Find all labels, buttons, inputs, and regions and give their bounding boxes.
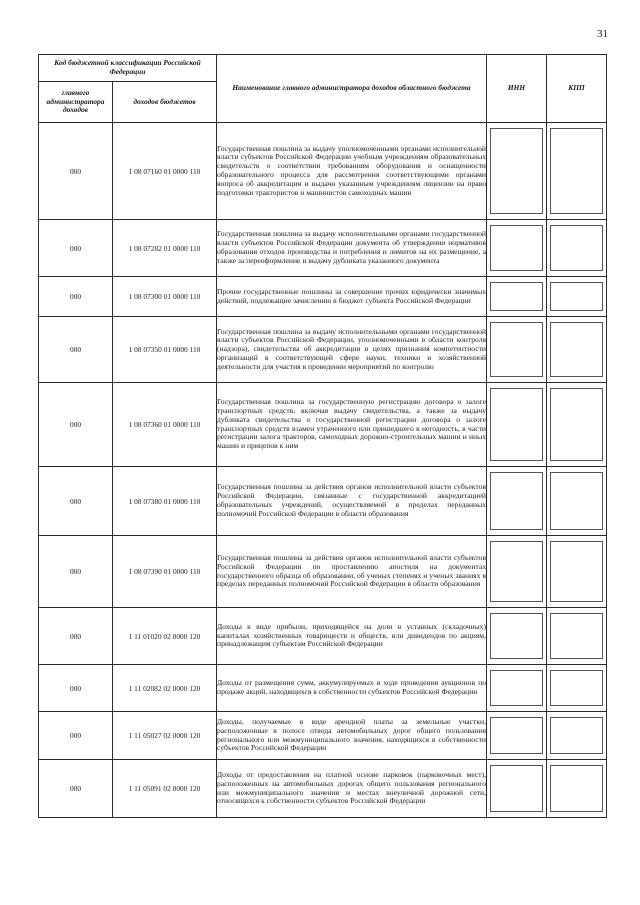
revenue-code-cell: 1 08 07350 01 0000 110 bbox=[113, 317, 217, 383]
revenue-name-text: Прочие государственные пошлины за совершение прочих юридически значимых действий, подлежащие зачислению в бюджет субъекта Российской Федерации bbox=[217, 286, 486, 305]
inn-box bbox=[490, 225, 543, 271]
inn-box bbox=[490, 717, 543, 754]
revenue-name-cell bbox=[217, 277, 487, 317]
revenue-code-cell: 1 08 07300 01 0000 110 bbox=[113, 277, 217, 317]
header-inn: ИНН bbox=[487, 55, 547, 123]
admin-code-cell: 000 bbox=[39, 277, 113, 317]
inn-cell bbox=[487, 536, 547, 608]
revenue-name-text: Государственная пошлина за выдачу исполнительными органами государственной власти субъектов Российской Федерации, уполномоченными в области контроля (надзора), свидетельства об аккредитации в целях признания компетентности организаций в соответствующей сфере науки, техники и хозяйственной деятельности для участия в проведении мероприятий по контролю bbox=[217, 326, 486, 371]
inn-cell bbox=[487, 123, 547, 220]
admin-code-cell: 000 bbox=[39, 665, 113, 712]
table-row bbox=[39, 608, 607, 665]
kpp-cell bbox=[547, 665, 607, 712]
revenue-name-text: Доходы, получаемые в виде арендной платы за земельные участки, расположенные в полосе отвода автомобильных дорог общего пользования регионального или межмуниципального значения, находящихся в собственности субъектов Российской Федерации bbox=[217, 716, 486, 753]
kpp-cell bbox=[547, 712, 607, 760]
kpp-cell bbox=[547, 383, 607, 467]
kpp-cell bbox=[547, 317, 607, 383]
header-kpp: КПП bbox=[547, 55, 607, 123]
table-row bbox=[39, 317, 607, 383]
table-row bbox=[39, 383, 607, 467]
kpp-cell bbox=[547, 123, 607, 220]
inn-cell bbox=[487, 712, 547, 760]
revenue-name-cell bbox=[217, 712, 487, 760]
inn-cell bbox=[487, 608, 547, 665]
revenue-code-cell: 1 11 02082 02 0000 120 bbox=[113, 665, 217, 712]
inn-box bbox=[490, 472, 543, 530]
inn-box bbox=[490, 765, 543, 812]
kpp-box bbox=[550, 613, 603, 659]
admin-code-cell: 000 bbox=[39, 467, 113, 536]
kpp-cell bbox=[547, 277, 607, 317]
inn-box bbox=[490, 322, 543, 377]
admin-code-cell: 000 bbox=[39, 317, 113, 383]
revenue-name-text: Государственная пошлина за действия органов исполнительной власти субъектов Российской Федерации по проставлению апостиля на документах государственного образца об образовании, об ученых степенях и ученых званиях в пределах переданных полномочий Российской Федерации в области образования bbox=[217, 552, 486, 589]
revenue-name-text: Доходы в виде прибыли, приходящейся на доли в уставных (складочных) капиталах хозяйственных товариществ и обществ, или дивидендов по акциям, принадлежащим субъектам Российской Федерации bbox=[217, 621, 486, 649]
admin-code-cell: 000 bbox=[39, 760, 113, 818]
kpp-cell bbox=[547, 608, 607, 665]
inn-box bbox=[490, 388, 543, 461]
revenue-code-cell: 1 08 07390 01 0000 110 bbox=[113, 536, 217, 608]
kpp-box bbox=[550, 670, 603, 706]
inn-cell bbox=[487, 317, 547, 383]
kpp-cell bbox=[547, 760, 607, 818]
revenue-name-cell bbox=[217, 467, 487, 536]
revenue-name-cell bbox=[217, 665, 487, 712]
inn-box bbox=[490, 541, 543, 602]
admin-code-cell: 000 bbox=[39, 220, 113, 277]
admin-code-cell: 000 bbox=[39, 123, 113, 220]
header-chief-administrator: главного администратора доходов bbox=[39, 82, 113, 123]
table-row bbox=[39, 760, 607, 818]
kpp-cell bbox=[547, 220, 607, 277]
revenue-name-cell bbox=[217, 123, 487, 220]
revenue-name-cell bbox=[217, 220, 487, 277]
kpp-box bbox=[550, 128, 603, 214]
inn-cell bbox=[487, 220, 547, 277]
kpp-box bbox=[550, 541, 603, 602]
revenue-code-cell: 1 11 05027 02 0000 120 bbox=[113, 712, 217, 760]
inn-cell bbox=[487, 277, 547, 317]
kpp-box bbox=[550, 765, 603, 812]
page-number: 31 bbox=[597, 28, 608, 40]
revenue-name-cell bbox=[217, 317, 487, 383]
header-administrator-name: Наименование главного администратора доходов областного бюджета bbox=[217, 55, 487, 123]
table-row bbox=[39, 123, 607, 220]
inn-cell bbox=[487, 665, 547, 712]
kpp-box bbox=[550, 322, 603, 377]
revenue-name-text: Государственная пошлина за действия органов исполнительной власти субъектов Российской Федерации, связанные с государственной аккредитацией образовательных учреждений, осуществляемой в пределах переданных полномочий Российской Федерации в области образования bbox=[217, 482, 486, 518]
inn-box bbox=[490, 670, 543, 706]
table-row bbox=[39, 277, 607, 317]
revenue-code-cell: 1 08 07360 01 0000 110 bbox=[113, 383, 217, 467]
kpp-box bbox=[550, 472, 603, 530]
kpp-box bbox=[550, 388, 603, 461]
revenue-name-cell bbox=[217, 608, 487, 665]
header-budget-code-group: Код бюджетной классификации Российской Федерации bbox=[39, 55, 217, 82]
admin-code-cell: 000 bbox=[39, 608, 113, 665]
kpp-cell bbox=[547, 467, 607, 536]
revenue-name-text: Государственная пошлина за выдачу уполномоченными органами исполнительной власти субъектов Российской Федерации учебным учреждениям образовательных свидетельств о соответствии требованиям оборудования и оснащенности образовательного процесса для рассмотрения соответствующими органами вопроса об аккредитации и выдачи указанным учреждениям лицензии на право подготовки трактористов и машинистов самоходных машин bbox=[217, 143, 486, 197]
revenue-code-cell: 1 11 01020 02 0000 120 bbox=[113, 608, 217, 665]
revenue-name-cell bbox=[217, 383, 487, 467]
kpp-box bbox=[550, 717, 603, 754]
inn-cell bbox=[487, 383, 547, 467]
revenue-code-cell: 1 11 05091 02 0000 120 bbox=[113, 760, 217, 818]
table-row bbox=[39, 712, 607, 760]
table-row bbox=[39, 220, 607, 277]
admin-code-cell: 000 bbox=[39, 536, 113, 608]
admin-code-cell: 000 bbox=[39, 712, 113, 760]
inn-cell bbox=[487, 760, 547, 818]
revenue-name-cell bbox=[217, 760, 487, 818]
revenue-code-cell: 1 08 07282 01 0000 110 bbox=[113, 220, 217, 277]
kpp-cell bbox=[547, 536, 607, 608]
revenue-code-cell: 1 08 07160 01 0000 110 bbox=[113, 123, 217, 220]
header-revenue-code: доходов бюджетов bbox=[113, 82, 217, 123]
inn-cell bbox=[487, 467, 547, 536]
revenue-name-text: Государственная пошлина за выдачу исполнительными органами государственной власти субъектов Российской Федерации документа об утверждении нормативов образования отходов производства и потребления и лимитов на их размещение, а также за переоформление и выдачу дубликата указанного документа bbox=[217, 229, 486, 265]
inn-box bbox=[490, 613, 543, 659]
inn-box bbox=[490, 282, 543, 311]
table-row bbox=[39, 536, 607, 608]
inn-box bbox=[490, 128, 543, 214]
revenue-name-text: Доходы от размещения сумм, аккумулируемых в ходе проведения аукционов по продаже акций, находящихся в собственности субъектов Российской Федерации bbox=[217, 678, 486, 696]
revenue-code-cell: 1 08 07380 01 0000 110 bbox=[113, 467, 217, 536]
table-row bbox=[39, 467, 607, 536]
revenue-classification-table bbox=[38, 54, 607, 818]
revenue-name-text: Доходы от предоставления на платной основе парковок (парковочных мест), расположенных на автомобильных дорогах общего пользования регионального или межмуниципального значения и местах внеуличной дорожной сети, относящихся к собственности субъектов Российской Федерации bbox=[217, 769, 486, 806]
table-row bbox=[39, 665, 607, 712]
admin-code-cell: 000 bbox=[39, 383, 113, 467]
kpp-box bbox=[550, 225, 603, 271]
revenue-name-cell bbox=[217, 536, 487, 608]
revenue-name-text: Государственная пошлина за государственную регистрацию договора о залоге транспортных средств, включая выдачу свидетельства, а также за выдачу дубликата свидетельства о государственной регистрации договора о залоге транспортных средств взамен утраченного или пришедшего в негодность, в части регистрации залога тракторов, самоходных дорожно-строительных машин и иных машин и прицепов к ним bbox=[217, 397, 486, 451]
kpp-box bbox=[550, 282, 603, 311]
